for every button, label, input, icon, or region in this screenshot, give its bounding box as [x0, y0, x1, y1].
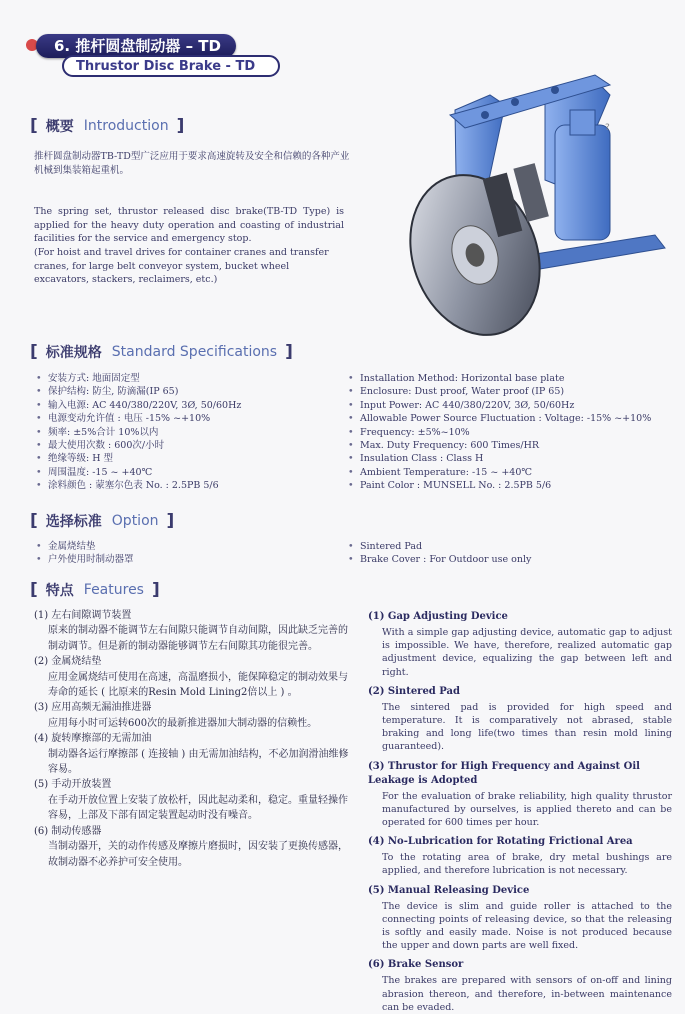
- list-item: • Brake Cover : For Outdoor use only: [346, 553, 676, 566]
- option-heading-cn: 选择标准: [45, 514, 102, 530]
- list-item: • Ambient Temperature: -15 ~ +40℃: [346, 466, 676, 479]
- feature-heading: (1) 左右间隙调节装置: [34, 610, 132, 621]
- list-item: • 涂料颜色 : 蒙塞尔色表 No. : 2.5PB 5/6: [34, 479, 334, 492]
- page-title-en: Thrustor Disc Brake - TD: [62, 55, 280, 77]
- list-item: • 保护结构: 防尘, 防滴漏(IP 65): [34, 385, 334, 398]
- list-item: • 金属烧结垫: [34, 540, 334, 553]
- feature-text: With a simple gap adjusting device, automatic gap to adjust is impossible. We have, therefore, realized automatic gap adjustment device, equalizing the gap between left and right.: [382, 627, 672, 678]
- features-list-cn: [34, 608, 354, 870]
- specifications-list-en: [346, 372, 676, 493]
- list-item: • Max. Duty Frequency: 600 Times/HR: [346, 439, 676, 452]
- feature-text: 应用每小时可运转600次的最新推进器加大制动器的信赖性。: [48, 717, 318, 729]
- list-item: • 安装方式: 地面固定型: [34, 372, 334, 385]
- features-heading-cn: 特点: [45, 583, 74, 599]
- feature-text: 原来的制动器不能调节左右间隙只能调节自动间隙，因此缺乏完善的制动调节。但是新的制动器能够调节左右间隙其功能很完善。: [48, 625, 348, 652]
- list-item: • 周围温度: -15 ~ +40℃: [34, 466, 334, 479]
- option-heading-en: Option: [111, 513, 159, 529]
- feature-heading: (2) Sintered Pad: [368, 685, 461, 697]
- list-item: • 输入电源: AC 440/380/220V, 3Ø, 50/60Hz: [34, 399, 334, 412]
- introduction-heading-cn: 概要: [45, 119, 74, 135]
- feature-text: The brakes are prepared with sensors of on-off and lining abrasion thereon, and therefore, in-between maintenance can be evaded.: [382, 975, 672, 1013]
- feature-heading: (3) Thrustor for High Frequency and Against Oil Leakage is Adopted: [368, 760, 640, 786]
- list-item: • Installation Method: Horizontal base plate: [346, 372, 676, 385]
- list-item: • Input Power: AC 440/380/220V, 3Ø, 50/60Hz: [346, 399, 676, 412]
- list-item: • Insulation Class : Class H: [346, 452, 676, 465]
- feature-text: To the rotating area of brake, dry metal bushings are applied, and therefore lubrication is not necessary.: [382, 852, 672, 877]
- specifications-heading: [ 标准规格 Standard Specifications ]: [30, 342, 293, 362]
- feature-text: 应用金属烧结可使用在高速，高温磨损小，能保障稳定的制动效果与寿命的延长 ( 比原来的Resin Mold Lining2倍以上 ) 。: [48, 671, 348, 699]
- list-item: • Enclosure: Dust proof, Water proof (IP 65): [346, 385, 676, 398]
- list-item: • 绝缘等级: H 型: [34, 452, 334, 465]
- feature-text: 在手动开放位置上安装了放松杆，因此起动柔和，稳定。重量轻操作容易，上部及下部有固定装置起动时没有噪音。: [48, 794, 348, 822]
- feature-heading: (4) No-Lubrication for Rotating Frictional Area: [368, 836, 633, 848]
- feature-heading: (1) Gap Adjusting Device: [368, 611, 508, 622]
- feature-heading: (5) Manual Releasing Device: [368, 884, 530, 896]
- list-item: • Frequency: ±5%~10%: [346, 426, 676, 439]
- specifications-heading-cn: 标准规格: [45, 345, 102, 361]
- introduction-heading-en: Introduction: [83, 118, 169, 134]
- features-heading-en: Features: [83, 582, 144, 598]
- introduction-text-cn: 推杆圆盘制动器TB-TD型广泛应用于要求高速旋转及安全和信赖的各种产业机械到集装箱起重机。: [34, 151, 350, 176]
- feature-text: For the evaluation of brake reliability, high quality thrustor manufactured by ourselves, is applied thereto and can be operated for 600 times per hour.: [382, 790, 672, 829]
- introduction-heading: [ 概要 Introduction ]: [30, 116, 185, 136]
- list-item: • 最大使用次数 : 600次/小时: [34, 439, 334, 452]
- feature-heading: (6) Brake Sensor: [368, 959, 464, 971]
- option-heading: [ 选择标准 Option ]: [30, 511, 175, 531]
- feature-text: The device is slim and guide roller is attached to the connecting points of releasing device, so that the releasing is softly and easily made. Noise is not produced because the upper and down parts are well fixed.: [382, 900, 672, 952]
- feature-text: 当制动器开，关的动作传感及摩擦片磨损时，因安装了更换传感器，故制动器不必养护可安全使用。: [48, 841, 348, 868]
- svg-text:?: ?: [605, 123, 610, 133]
- list-item: • 电源变动允许值 : 电压 -15% ~+10%: [34, 412, 334, 425]
- feature-heading: (4) 旋转摩擦部的无需加油: [34, 733, 152, 745]
- feature-heading: (3) 应用高频无漏油推进器: [34, 702, 152, 714]
- option-list-en: [346, 540, 676, 567]
- list-item: • 户外使用时制动器罩: [34, 553, 334, 566]
- specifications-heading-en: Standard Specifications: [111, 344, 278, 360]
- feature-text: 制动器各运行摩擦部 ( 连接轴 ) 由无需加油结构，不必加润滑油维修容易。: [48, 748, 349, 776]
- list-item: • Sintered Pad: [346, 540, 676, 553]
- feature-heading: (6) 制动传感器: [34, 825, 102, 837]
- feature-heading: (2) 金属烧结垫: [34, 656, 102, 668]
- feature-heading: (5) 手动开放装置: [34, 779, 112, 791]
- features-list-en: [368, 604, 672, 1014]
- list-item: • 频率: ±5%合计 10%以内: [34, 426, 334, 439]
- introduction-text-en-1: The spring set, thrustor released disc brake(TB-TD Type) is applied for the heavy duty operation and coasting of industrial facilities for the service and emergency stop.: [34, 206, 344, 244]
- feature-text: The sintered pad is provided for high speed and temperature. It is comparatively not abrased, stable braking and long life(two times than resin mold lining guaranteed).: [382, 701, 672, 753]
- specifications-list-cn: [34, 372, 334, 493]
- features-heading: [ 特点 Features ]: [30, 580, 160, 600]
- thrustor-disc-brake-illustration: [395, 70, 680, 345]
- option-list-cn: [34, 540, 334, 567]
- page-title-cn: 6. 推杆圆盘制动器 – TD: [36, 34, 236, 58]
- list-item: • Paint Color : MUNSELL No. : 2.5PB 5/6: [346, 479, 676, 492]
- introduction-text-en-2: (For hoist and travel drives for container cranes and transfer cranes, for large belt conveyor system, bucket wheel excavators, stackers, reclaimers, etc.): [34, 247, 329, 285]
- list-item: • Allowable Power Source Fluctuation : Voltage: -15% ~+10%: [346, 412, 676, 425]
